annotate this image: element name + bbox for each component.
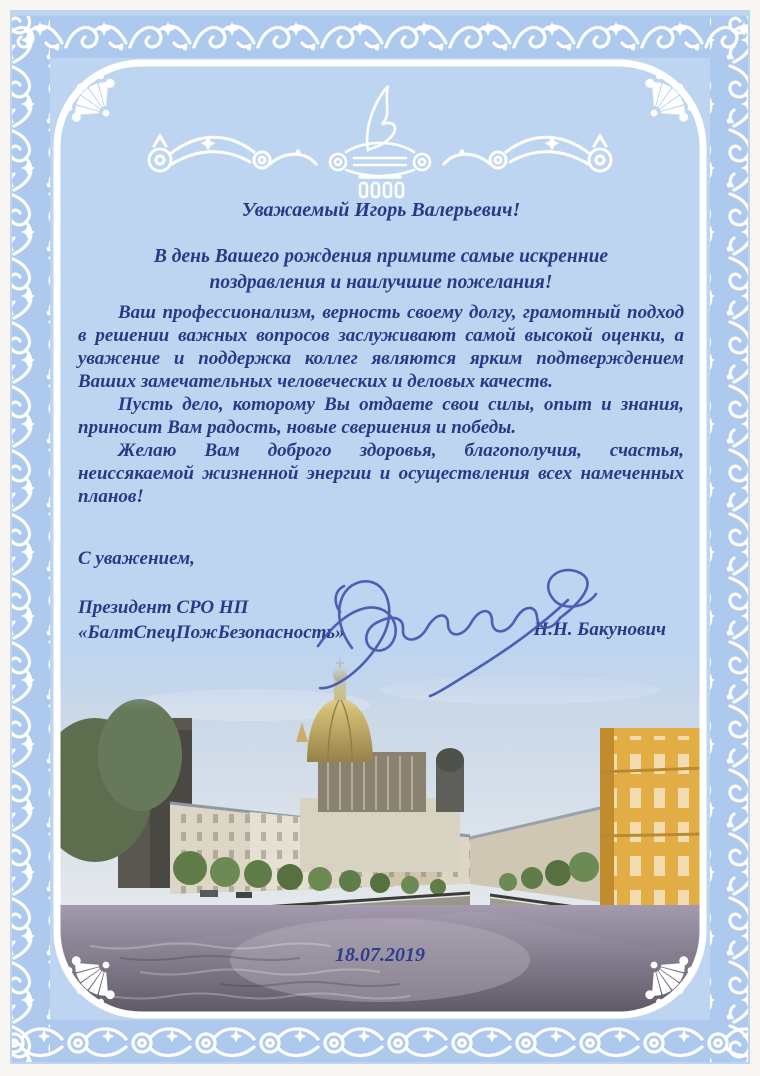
paragraph: Ваш профессионализм, верность своему долгу, грамотный подход в решении важных вопросов заслуживают самой высокой оценки, а уважение и поддержка коллег являются ярким подтверждением Ваших замечательных человеческих и деловых качеств. [78, 302, 684, 392]
sender-name: Н.Н. Бакунович [533, 619, 666, 640]
paragraph: Желаю Вам доброго здоровья, благополучия, счастья, неиссякаемой жизненной энергии и осуществления всех намеченных планов! [78, 440, 684, 507]
border-vine-left-icon [12, 16, 50, 1062]
border-wave-bottom-icon [12, 1020, 748, 1062]
letter-date: 18.07.2019 [335, 944, 425, 966]
greeting-line: В день Вашего рождения примите самые искренние [153, 246, 609, 267]
letter-body [78, 301, 684, 508]
border-vine-right-icon [710, 16, 748, 1062]
sender-title-line: «БалтСпецПожБезопасность» [78, 622, 345, 643]
salutation: Уважаемый Игорь Валерьевич! [241, 199, 521, 221]
paragraph: Пусть дело, которому Вы отдаете свои силы, опыт и знания, приносит Вам радость, новые свершения и победы. [78, 394, 684, 438]
closing: С уважением, [78, 548, 195, 569]
greeting-line: поздравления и наилучшие пожелания! [209, 272, 553, 293]
sender-title-line: Президент СРО НП [78, 597, 249, 618]
sender-block [78, 595, 684, 655]
border-vine-top-icon [12, 16, 748, 58]
greeting [78, 244, 684, 296]
